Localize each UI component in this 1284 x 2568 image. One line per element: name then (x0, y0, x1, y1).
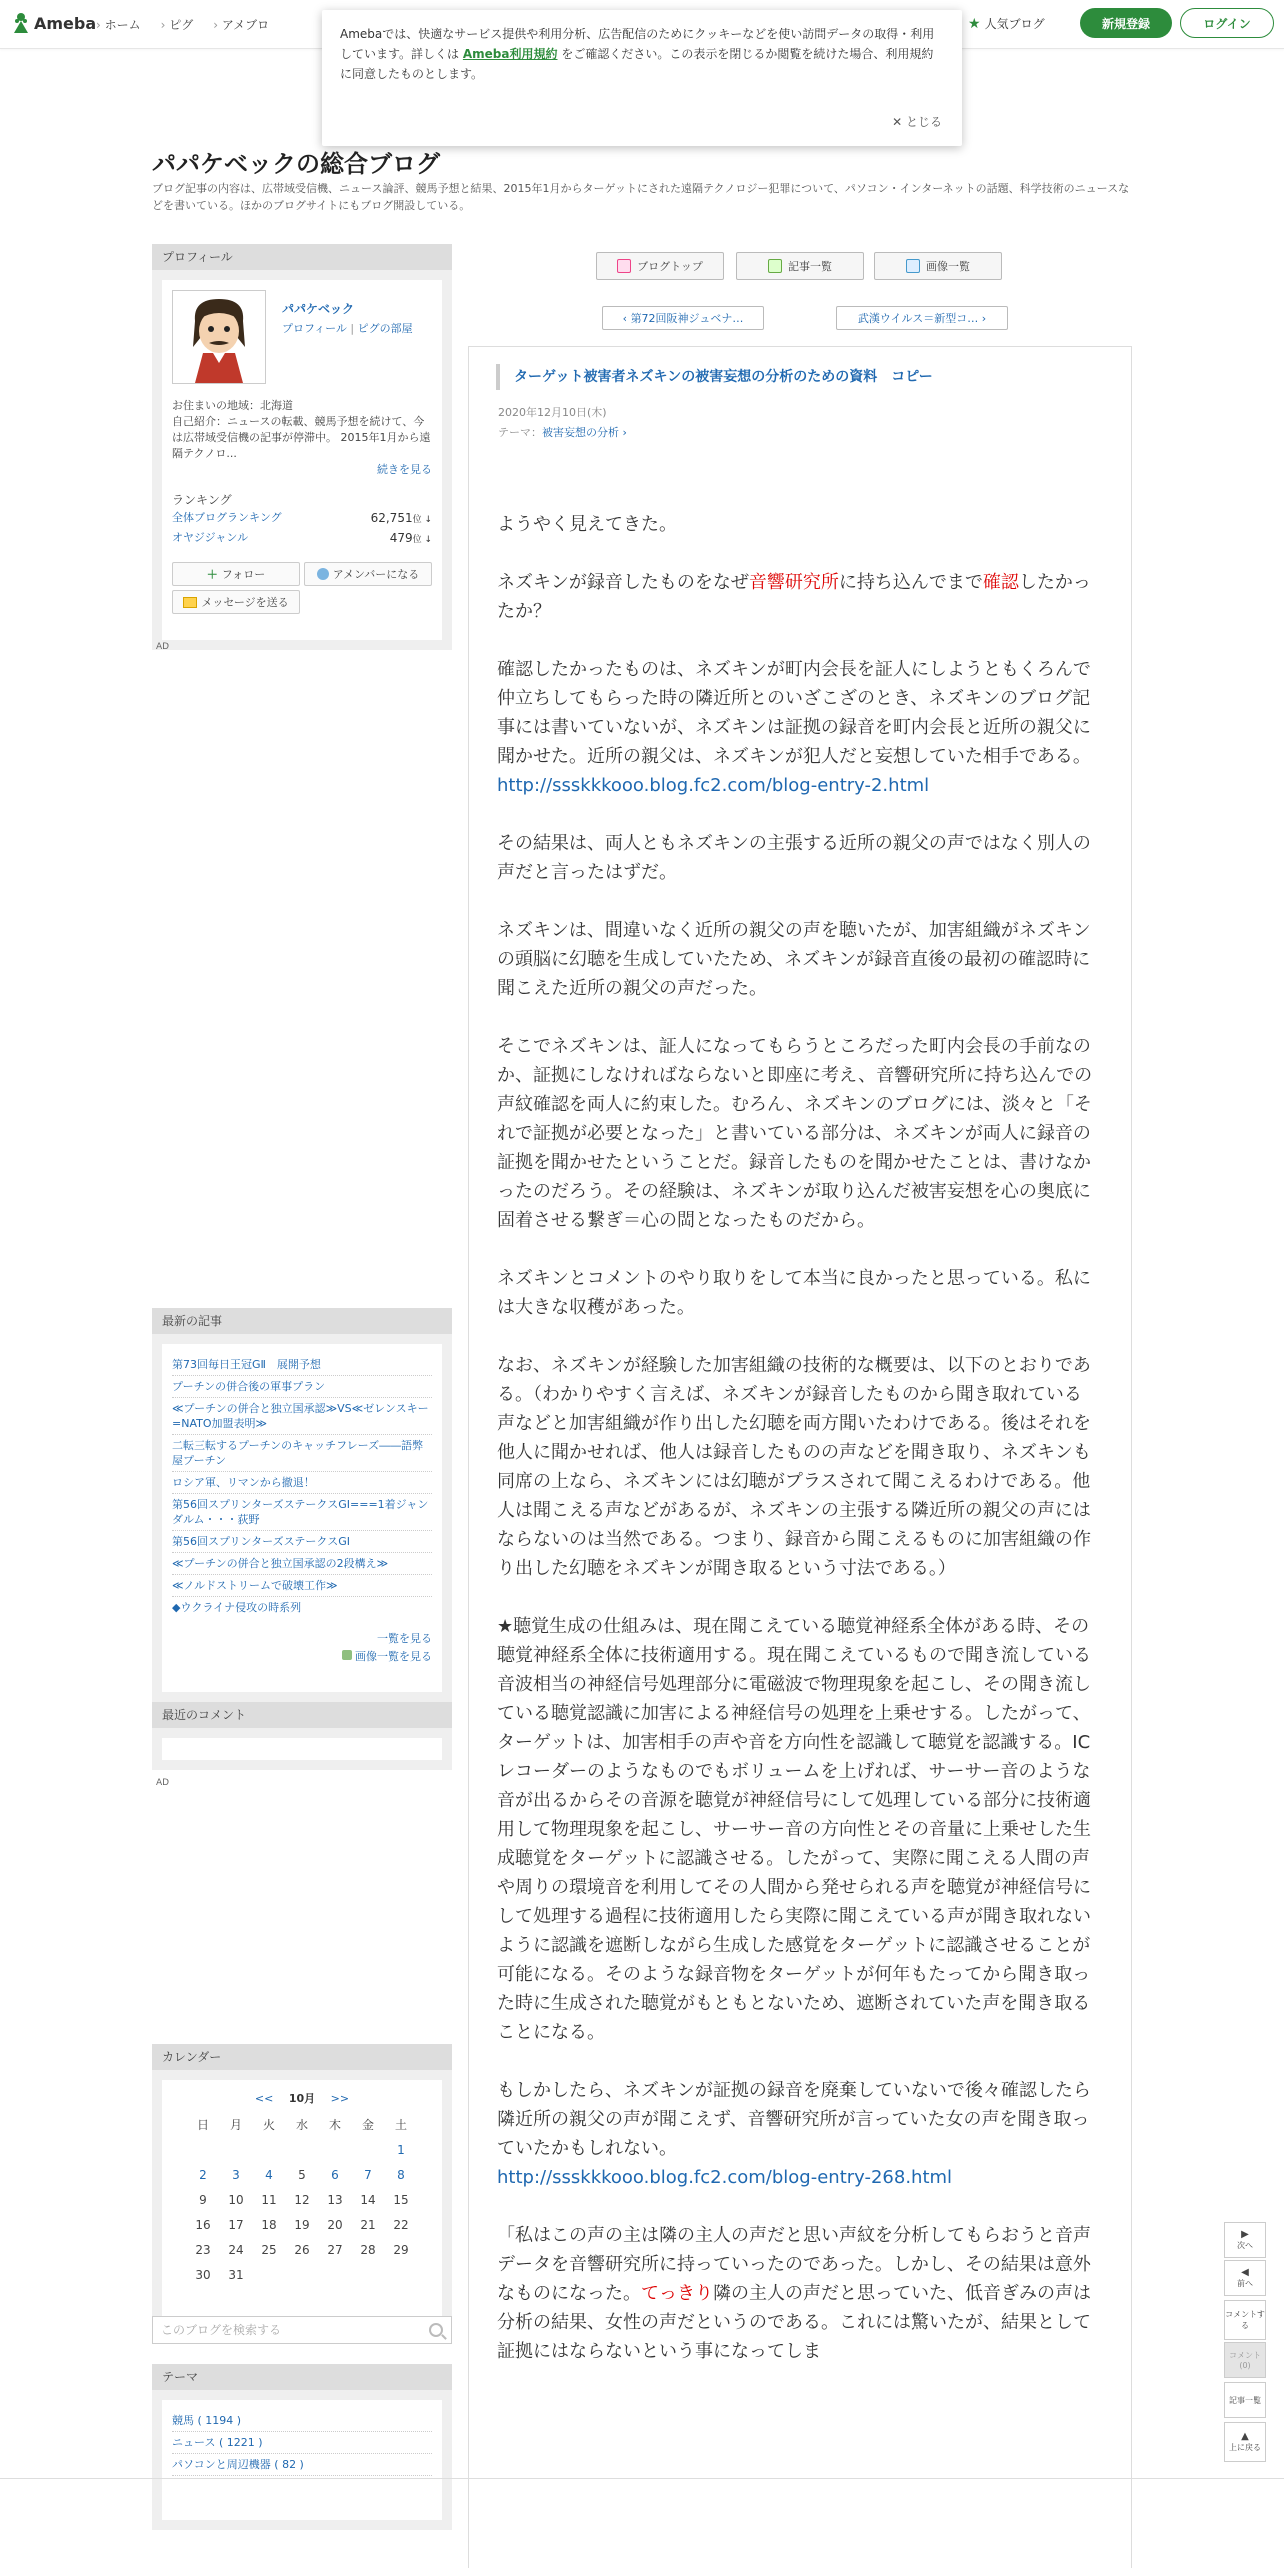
paragraph: もしかしたら、ネズキンが証拠の録音を廃棄していないで後々確認したら隣近所の親父の声が聞こえず、音響研究所が言っていた女の声を聞き取っていたかもしれない。 http://ssskkkooo.blog.fc2.com/blog-entry-268.html (497, 2080, 1091, 2188)
article-link[interactable]: http://ssskkkooo.blog.fc2.com/blog-entry-2.html (497, 775, 930, 796)
ameba-logo[interactable] (12, 12, 96, 34)
calendar-day: 13 (327, 2192, 343, 2207)
calendar-day[interactable]: 8 (397, 2167, 405, 2182)
theme-item[interactable]: パソコンと周辺機器 ( 82 ) (172, 2454, 432, 2476)
calendar-weekday: 木 (328, 2118, 341, 2132)
follow-button[interactable] (172, 562, 300, 586)
calendar-weekday: 金 (361, 2118, 374, 2132)
ameba-logo-icon (12, 12, 30, 34)
ranking-row (172, 508, 432, 528)
calendar-day: 23 (195, 2242, 211, 2257)
calendar-day: 22 (393, 2217, 409, 2232)
blog-description: ブログ記事の内容は、広帯域受信機、ニュース論評、競馬予想と結果、2015年1月からターゲットにされた遠隔テクノロジー犯罪について、パソコン・インターネットの話題、科学技術のニュースなどを書いている。ほかのブログサイトにもブログ開設している。 (152, 182, 1130, 212)
float-comment-count-label: コメント(0) (1229, 2351, 1261, 2370)
float-comment-button[interactable] (1224, 2300, 1266, 2340)
calendar-day: 29 (393, 2242, 409, 2257)
next-article-link[interactable] (836, 306, 1008, 330)
calendar-day[interactable]: 2 (199, 2167, 207, 2182)
chevron-right-icon: › (978, 311, 987, 325)
calendar-day (319, 2137, 352, 2162)
recent-comments-section (152, 1702, 452, 1770)
calendar-day: 28 (360, 2242, 376, 2257)
nav-ameblo[interactable]: › アメブロ (213, 16, 269, 33)
paragraph: 確認したかったものは、ネズキンが町内会長を証人にしようともくろんで仲立ちしてもらった時の隣近所とのいざこざのとき、ネズキンのブログ記事には書いていないが、ネズキンは証拠の録音を町内会長と近所の親父に聞かせた。近所の親父は、ネズキンが犯人だと妄想していた相手である。 http://ssskkkooo.blog.fc2.com/blog-entry-2.html (497, 659, 1091, 796)
theme-head: テーマ (152, 2364, 452, 2390)
global-nav (96, 16, 269, 33)
tab-blogtop-label: ブログトップ (637, 260, 703, 273)
float-list-button[interactable] (1224, 2382, 1266, 2418)
prev-article-link[interactable] (602, 306, 764, 330)
profile-links (282, 320, 413, 336)
back-icon: ◀ (1241, 2267, 1249, 2278)
float-comment-count (1224, 2342, 1266, 2378)
list-item[interactable]: 二転三転するプーチンのキャッチフレーズ――語弊屋プーチン (172, 1435, 432, 1472)
paragraph: ★聴覚生成の仕組みは、現在聞こえている聴覚神経系全体がある時、その聴覚神経系全体に技術適用する。現在聞こえているもので聞き流している音波相当の神経信号処理部分に電磁波で物理現象を起こし、その聞き流している聴覚認識に加害による神経信号の処理を上乗せする。したがって、ターゲットは、加害相手の声や音を方向性を認識して聴覚を認識する。ICレコーダーのようなものでもボリュームを上げれば、サーサー音のような音が出るからその音源を聴覚が神経信号にして処理している部分に技術適用して物理現象を起こし、サーサー音の方向性とその音量に上乗せした生成聴覚をターゲットに認識させる。したがって、実際に聞こえる人間の声や周りの環境音を利用してその人間から発せられる声を聴覚が神経信号にして処理する過程に技術適用したら実際に聞こえている声が聞き取れないように認識を遮断しながら生成した感覚をターゲットに認識させることが可能になる。そのような録音物をターゲットが何年もたってから聞き取った時に生成された聴覚がもともとないため、遮断されていた声を聞き取ることになる。 (497, 1616, 1091, 2043)
camera-icon (906, 259, 920, 273)
calendar-weekday: 土 (394, 2118, 407, 2132)
calendar-day: 5 (298, 2167, 306, 2182)
close-label: とじる (905, 115, 942, 129)
calendar-day (286, 2262, 319, 2287)
calendar-head: カレンダー (152, 2044, 452, 2070)
calendar-day: 17 (228, 2217, 244, 2232)
page-bottom-divider (0, 2478, 1284, 2479)
calendar-day: 15 (393, 2192, 409, 2207)
float-comment-label: コメントする (1225, 2310, 1265, 2330)
ranking-overall-link[interactable]: 全体ブログランキング (172, 511, 282, 524)
calendar-table (187, 2112, 418, 2287)
calendar-weekday: 水 (295, 2118, 308, 2132)
calendar-day (187, 2137, 220, 2162)
profile-more-link[interactable]: 続きを見る (377, 463, 432, 476)
calendar-day (253, 2137, 286, 2162)
ranking-unit: 位 ↓ (412, 515, 432, 525)
float-top-label: 上に戻る (1229, 2443, 1261, 2452)
calendar-day: 19 (294, 2217, 310, 2232)
popular-blog-link[interactable] (968, 15, 1045, 32)
list-item[interactable]: 第56回スプリンターズステークスGⅠ (172, 1531, 432, 1553)
chevron-right-icon: › (619, 426, 627, 439)
plus-icon: ＋ (206, 568, 218, 581)
calendar-month: 10月 (288, 2092, 316, 2105)
latest-articles-section (152, 1308, 452, 1702)
comments-head: 最近のコメント (152, 1702, 452, 1728)
profile-link-sep: | (350, 322, 355, 335)
amember-icon (317, 568, 329, 580)
calendar-day: 21 (360, 2217, 376, 2232)
blog-title[interactable]: パパケベックの総合ブログ (152, 150, 440, 178)
paragraph: そこでネズキンは、証人になってもらうところだった町内会長の手前なのか、証拠にしなければならないと即座に考え、音響研究所に持ち込んでの声紋確認を両人に約束した。むろん、ネズキンのブログには、淡々と「それで証拠が必要となった」と書いている部分は、ネズキンが両人に録音の証拠を聞かせたということだ。録音したものを聞かせたことは、書けなかったのだろう。その経験は、ネズキンが取り込んだ被害妄想を心の奥底に固着させる繋ぎ＝心の閊となったものだから。 (497, 1036, 1093, 1231)
ranking-genre-value: 479 (389, 531, 413, 545)
ranking-overall-value: 62,751 (370, 511, 413, 525)
calendar-day: 25 (261, 2242, 277, 2257)
list-item[interactable]: ≪プーチンの併合と独立国承認の2段構え≫ (172, 1553, 432, 1575)
tab-articles[interactable] (736, 252, 864, 280)
play-icon: ▶ (1241, 2229, 1249, 2240)
next-article-label: 武漢ウイルス＝新型コ… (857, 312, 979, 325)
article-link[interactable]: http://ssskkkooo.blog.fc2.com/blog-entry-268.html (497, 2167, 953, 2188)
list-item[interactable]: 第56回スプリンターズステークスGⅠ===1着ジャンダルム・・・荻野 (172, 1494, 432, 1531)
calendar-day: 11 (261, 2192, 277, 2207)
latest-images-label: 画像一覧を見る (355, 1650, 432, 1663)
calendar-day (286, 2137, 319, 2162)
paragraph: なお、ネズキンが経験した加害組織の技術的な概要は、以下のとおりである。（わかりやすく言えば、ネズキンが録音したものから聞き取れている声などと加害組織が作り出した幻聴を両方聞いたわけである。後はそれを他人に聞かせれば、他人は録音したものの声などを聞き取り、ネズキンも同席の上なら、ネズキンには幻聴がプラスされて聞こえるわけである。他人は聞こえる声などがあるが、ネズキンの主張する隣近所の親父の声にはならないのは当然である。つまり、録音から聞こえるものに加害組織の作り出した幻聴をネズキンが聞き取るという寸法である。） (497, 1355, 1091, 1579)
paragraph: 「私はこの声の主は隣の主人の声だと思い声紋を分析してもらおうと音声データを音響研究所に持っていったのであった。しかし、その結果は意外なものになった。てっきり隣の主人の声だと思っていた、低音ぎみの声は分析の結果、女性の声だというのである。これには驚いたが、結果として証拠にはならないという事になってしま (497, 2225, 1091, 2362)
article-date: 2020年12月10日(木) (498, 406, 607, 419)
float-top-button[interactable] (1224, 2422, 1266, 2462)
message-button[interactable] (172, 590, 300, 614)
calendar-day[interactable]: 4 (265, 2167, 273, 2182)
list-item[interactable]: 第73回毎日王冠GⅡ 展開予想 (172, 1354, 432, 1376)
calendar-day: 16 (195, 2217, 211, 2232)
profile-residence: お住まいの地域：北海道 (172, 399, 293, 412)
calendar-weekday: 日 (196, 2118, 209, 2132)
calendar-day: 26 (294, 2242, 310, 2257)
calendar-day: 9 (199, 2192, 207, 2207)
float-next-label: 次へ (1237, 2241, 1253, 2250)
theme-item[interactable]: 競馬 ( 1194 ) (172, 2410, 432, 2432)
list-item[interactable]: ≪プーチンの併合と独立国承認≫VS≪ゼレンスキー=NATO加盟表明≫ (172, 1398, 432, 1435)
list-item[interactable]: ◆ウクライナ侵攻の時系列 (172, 1601, 302, 1614)
float-prev-button[interactable] (1224, 2260, 1266, 2296)
calendar-day (352, 2262, 385, 2287)
ranking-genre-link[interactable]: オヤジジャンル (172, 531, 249, 544)
arrow-up-icon: ▲ (1241, 2431, 1249, 2442)
avatar[interactable] (172, 290, 266, 384)
latest-images-link[interactable] (172, 1648, 432, 1664)
cookie-close-button[interactable] (892, 112, 942, 132)
profile-intro: 自己紹介：ニュースの転載、競馬予想を続けて、今は広帯域受信機の記事が停滞中。 2015年1月から遠隔テクノロ... (172, 415, 431, 460)
calendar (162, 2080, 442, 2324)
ad-label: AD (156, 1778, 170, 1788)
calendar-day (220, 2137, 253, 2162)
ranking-row (172, 528, 432, 548)
theme-item[interactable]: ニュース ( 1221 ) (172, 2432, 432, 2454)
logo-text: Ameba (34, 13, 97, 33)
star-icon: ★ (968, 15, 981, 32)
float-prev-label: 前へ (1237, 2279, 1253, 2288)
follow-label: フォロー (221, 568, 266, 581)
cookie-text-1: Amebaでは、快適なサービス提供や利用分析、広告配信のためにクッキーなどを使い訪問データの取得・利用しています。詳しくは (340, 27, 935, 61)
calendar-weekday: 月 (229, 2118, 242, 2132)
calendar-day: 14 (360, 2192, 376, 2207)
calendar-day: 10 (228, 2192, 244, 2207)
close-icon: ✕ (892, 115, 903, 129)
paragraph: ネズキンが録音したものをなぜ音響研究所に持ち込んでまで確認したかったか？ (497, 572, 1091, 622)
theme-label: テーマ： (498, 426, 542, 439)
calendar-next[interactable]: >> (330, 2092, 350, 2105)
avatar-image (173, 291, 265, 383)
blogtop-icon (617, 259, 631, 273)
profile-section (152, 244, 452, 650)
calendar-day[interactable]: 3 (232, 2167, 240, 2182)
list-item[interactable]: ≪ノルドストリームで破壊工作≫ (172, 1575, 432, 1597)
article-body (497, 510, 1097, 2395)
image-list-icon (342, 1650, 352, 1660)
calendar-day (352, 2137, 385, 2162)
search-placeholder: このブログを検索する (161, 2323, 282, 2337)
latest-more-link[interactable]: 一覧を見る (377, 1632, 432, 1645)
search-icon[interactable] (429, 2323, 443, 2337)
calendar-day[interactable]: 7 (364, 2167, 372, 2182)
article-list-icon (768, 259, 782, 273)
float-list-label: 記事一覧 (1229, 2395, 1261, 2405)
article-theme-link[interactable]: 被害妄想の分析 (542, 426, 619, 439)
calendar-day (385, 2262, 418, 2287)
amember-label: アメンバーになる (332, 568, 420, 581)
profile-link[interactable]: プロフィール (282, 322, 347, 335)
calendar-weekday: 火 (262, 2118, 275, 2132)
message-label: メッセージを送る (201, 596, 289, 609)
tab-images-label: 画像一覧 (926, 260, 970, 273)
login-button[interactable]: ログイン (1180, 8, 1274, 38)
signup-button[interactable]: 新規登録 (1080, 8, 1172, 38)
ad-label: AD (156, 642, 170, 652)
latest-head: 最新の記事 (152, 1308, 452, 1334)
article-theme (498, 424, 627, 440)
chevron-left-icon: ‹ (622, 311, 631, 325)
calendar-day: 27 (327, 2242, 343, 2257)
tab-images[interactable] (874, 252, 1002, 280)
envelope-icon (183, 597, 197, 608)
theme-section (152, 2364, 452, 2530)
amember-button[interactable] (304, 562, 432, 586)
paragraph: ようやく見えてきた。 (497, 514, 677, 535)
calendar-day[interactable]: 6 (331, 2167, 339, 2182)
blog-search-input[interactable] (152, 2316, 452, 2344)
pig-room-link[interactable]: ピグの部屋 (357, 322, 413, 335)
cookie-text-2: をご確認ください。この表示を閉じるか閲覧を続けた場合、利用規約に同意したものとします。 (340, 47, 934, 81)
list-item[interactable]: ロシア軍、リマンから撤退！ (172, 1472, 432, 1494)
calendar-day: 30 (195, 2267, 211, 2282)
cookie-notice (322, 10, 962, 146)
calendar-day (253, 2262, 286, 2287)
popular-label: 人気ブログ (984, 17, 1045, 31)
article-title[interactable]: ターゲット被害者ネズキンの被害妄想の分析のための資料 コピー (496, 364, 933, 390)
profile-name[interactable]: パパケベック (282, 302, 355, 316)
ranking-label: ランキング (172, 493, 232, 507)
tab-articles-label: 記事一覧 (788, 260, 832, 273)
float-next-button[interactable] (1224, 2222, 1266, 2258)
calendar-prev[interactable]: << (254, 2092, 274, 2105)
calendar-day: 24 (228, 2242, 244, 2257)
calendar-day: 20 (327, 2217, 343, 2232)
paragraph: ネズキンとコメントのやり取りをして本当に良かったと思っている。私には大きな収穫があった。 (497, 1268, 1091, 1318)
paragraph: その結果は、両人ともネズキンの主張する近所の親父の声ではなく別人の声だと言ったはずだ。 (497, 833, 1091, 883)
tab-blogtop[interactable] (596, 252, 724, 280)
list-item[interactable]: プーチンの併合後の軍事プラン (172, 1376, 432, 1398)
calendar-section (152, 2044, 452, 2334)
nav-home[interactable]: › ホーム (96, 16, 141, 33)
ranking-unit: 位 ↓ (412, 535, 432, 545)
profile-head: プロフィール (152, 244, 452, 270)
calendar-day[interactable]: 1 (397, 2142, 405, 2157)
paragraph: ネズキンは、間違いなく近所の親父の声を聴いたが、加害組織がネズキンの頭脳に幻聴を生成していたため、ネズキンが録音直後の最初の確認時に聞こえた近所の親父の声だった。 (497, 920, 1091, 999)
calendar-day: 18 (261, 2217, 277, 2232)
calendar-day: 31 (228, 2267, 244, 2282)
terms-link[interactable]: Ameba利用規約 (462, 47, 558, 61)
calendar-day (319, 2262, 352, 2287)
nav-pig[interactable]: › ピグ (161, 16, 194, 33)
prev-article-label: 第72回阪神ジュベナ… (630, 312, 744, 325)
calendar-day: 12 (294, 2192, 310, 2207)
